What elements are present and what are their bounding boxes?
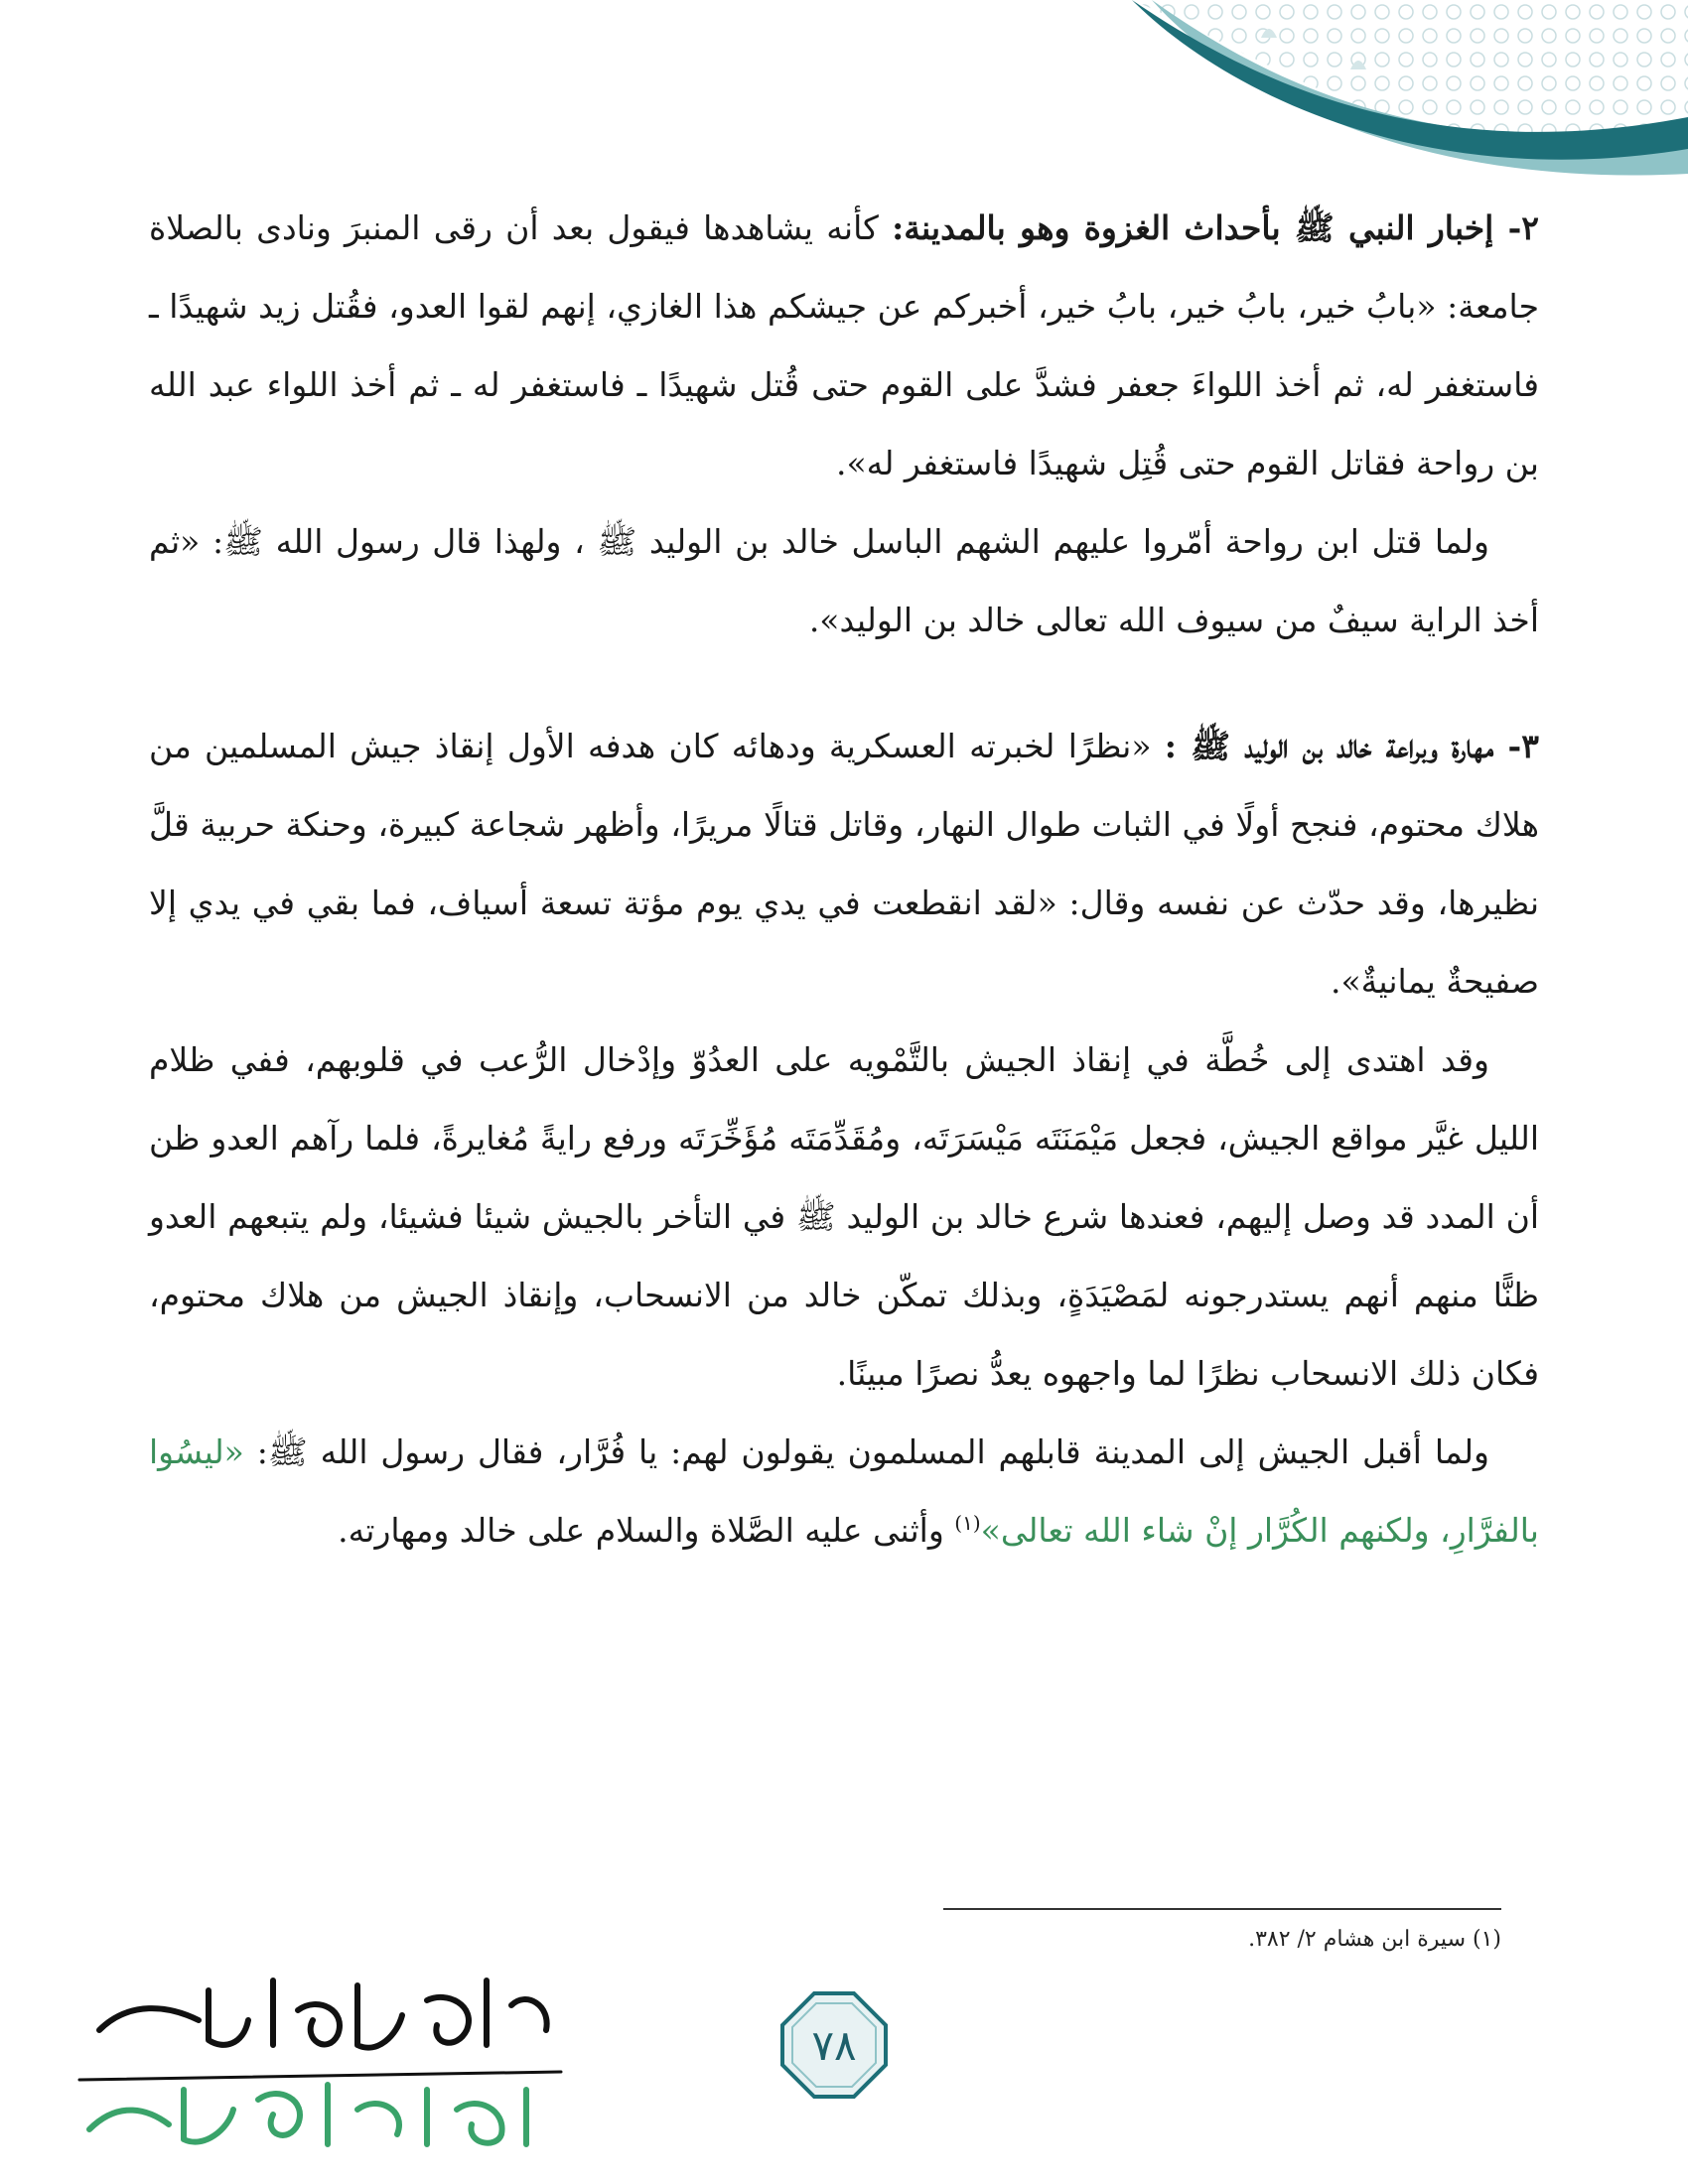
paragraph-text: وقد اهتدى إلى خُطَّة في إنقاذ الجيش بالتَّمْويه على العدُوّ وإدْخال الرُّعب في قلوبهم، ففي ظلام الليل غيَّر مواقع الجيش، فجعل مَيْمَنَتَه مَيْسَرَتَه، ومُقَدِّمَتَه مُؤَخِّرَتَه ورفع رايةً مُغايرةً، فلما رآهم العدو ظن أن المدد قد وصل إليهم، فعندها شرع خالد بن الوليد ﷺ في التأخر بالجيش شيئا فشيئا، ولم يتبعهم العدو ظنًّا منهم أنهم يستدرجونه لمَصْيَدَةٍ، وبذلك تمكّن خالد من الانسحاب، وإنقاذ الجيش من هلاك محتوم، فكان ذلك الانسحاب نظرًا لما واجهوه يعدُّ نصرًا مبينًا. xyxy=(149,1040,1539,1393)
page-number: ٧٨ xyxy=(811,2020,857,2070)
paragraph-text: كأنه يشاهدها فيقول بعد أن رقى المنبرَ ونادى بالصلاة جامعة: «بابُ خير، بابُ خير، بابُ خير، أخبركم عن جيشكم هذا الغازي، إنهم لقوا العدو، فقُتل زيد شهيدًا ـ فاستغفر له، ثم أخذ اللواءَ جعفر فشدَّ على القوم حتى قُتل شهيدًا ـ فاستغفر له ـ ثم أخذ اللواء عبد الله بن رواحة فقاتل القوم حتى قُتِل شهيدًا فاستغفر له». xyxy=(149,208,1539,482)
decorative-header-banner xyxy=(1132,0,1688,179)
paragraph-2 xyxy=(149,502,1539,659)
main-text xyxy=(149,189,1539,1570)
paragraph-text: وأثنى عليه الصَّلاة والسلام على خالد ومهارته. xyxy=(338,1511,955,1550)
footnote-divider xyxy=(943,1908,1501,1910)
page-number-badge xyxy=(774,1985,894,2105)
paragraph-4 xyxy=(149,1021,1539,1413)
handwritten-signature xyxy=(60,1961,576,2159)
paragraph-text: «نظرًا لخبرته العسكرية ودهائه كان هدفه الأول إنقاذ جيش المسلمين من هلاك محتوم، فنجح أولًا في الثبات طوال النهار، وقاتل قتالًا مريرًا، وأظهر شجاعة كبيرة، وحنكة حربية قلَّ نظيرها، وقد حدّث عن نفسه وقال: «لقد انقطعت في يدي يوم مؤتة تسعة أسياف، فما بقي في يدي إلا صفيحةٌ يمانيةٌ». xyxy=(149,727,1539,1001)
paragraph-1 xyxy=(149,189,1539,502)
paragraph-5 xyxy=(149,1413,1539,1570)
paragraph-3 xyxy=(149,707,1539,1021)
section-heading-2: ٢- إخبار النبي ﷺ بأحداث الغزوة وهو بالمدينة: xyxy=(892,208,1539,247)
footnote: (١) سيرة ابن هشام ٢/ ٣٨٢. xyxy=(1248,1927,1501,1952)
footnote-reference[interactable]: (١) xyxy=(954,1511,981,1535)
paragraph-text: ولما أقبل الجيش إلى المدينة قابلهم المسلمون يقولون لهم: يا فُرَّار، فقال رسول الله ﷺ: xyxy=(256,1433,1489,1471)
hadith-quote: «ليسُوا بالفرَّارِ، ولكنهم الكُرَّار إنْ شاء الله تعالى» xyxy=(149,1433,1539,1550)
section-heading-3: ٣- مهارة وبراعة خالد بن الوليد ﷺ : xyxy=(1164,727,1539,765)
paragraph-text: ولما قتل ابن رواحة أمّروا عليهم الشهم الباسل خالد بن الوليد ﷺ ، ولهذا قال رسول الله ﷺ: «ثم أخذ الراية سيفٌ من سيوف الله تعالى خالد بن الوليد». xyxy=(149,522,1539,639)
